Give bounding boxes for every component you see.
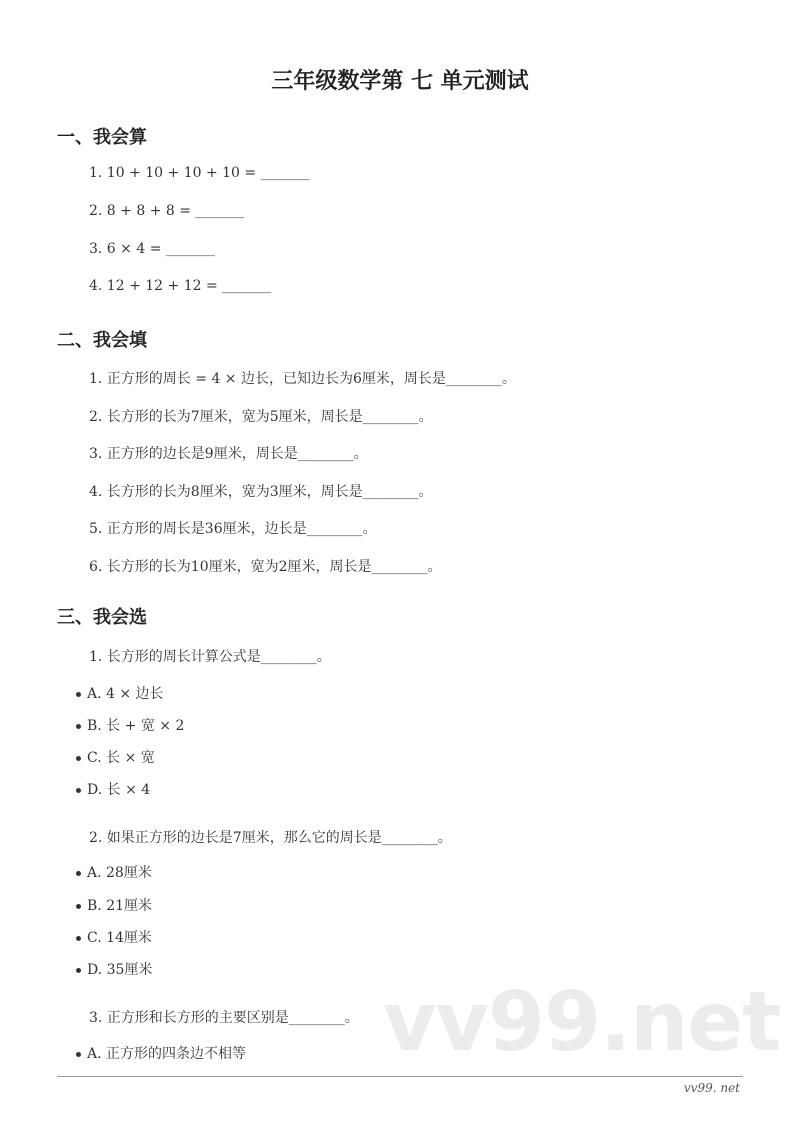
page-title: 三年级数学第 七 单元测试 (271, 69, 529, 94)
fill-item: 4. 长方形的长为8厘米，宽为3厘米，周长是________。 (89, 484, 433, 500)
option-label: D. 35厘米 (87, 962, 153, 978)
watermark: vv99.net (383, 975, 781, 1070)
choice-option (76, 779, 150, 799)
choice-question: 2. 如果正方形的边长是7厘米，那么它的周长是________。 (89, 830, 452, 846)
fill-item: 1. 正方形的周长 = 4 × 边长，已知边长为6厘米，周长是________。 (89, 371, 516, 387)
choice-option (76, 747, 155, 767)
fill-item: 3. 正方形的边长是9厘米，周长是________。 (89, 446, 368, 462)
bullet-icon (76, 871, 81, 876)
option-label: C. 14厘米 (87, 930, 152, 946)
choice-option (76, 895, 152, 915)
option-label: C. 长 × 宽 (87, 750, 155, 766)
bullet-icon (76, 1052, 81, 1057)
section-heading-choice: 三、我会选 (57, 607, 147, 628)
bullet-icon (76, 724, 81, 729)
option-label: D. 长 × 4 (87, 782, 151, 798)
option-label: A. 4 × 边长 (87, 686, 164, 702)
bullet-icon (76, 968, 81, 973)
fill-item: 2. 长方形的长为7厘米，宽为5厘米，周长是________。 (89, 409, 433, 425)
footer-site: vv99. net (683, 1081, 740, 1095)
bullet-icon (76, 936, 81, 941)
option-label: A. 正方形的四条边不相等 (87, 1046, 247, 1062)
bullet-icon (76, 756, 81, 761)
option-label: B. 长 + 宽 × 2 (87, 718, 185, 734)
choice-question: 1. 长方形的周长计算公式是________。 (89, 649, 331, 665)
bullet-icon (76, 692, 81, 697)
calc-item: 4. 12 + 12 + 12 = _______ (89, 278, 272, 294)
section-heading-fill: 二、我会填 (57, 330, 147, 351)
choice-option (76, 927, 152, 947)
option-label: B. 21厘米 (87, 898, 153, 914)
section-heading-calc: 一、我会算 (57, 127, 147, 148)
choice-option (76, 1043, 246, 1063)
footer-divider (57, 1076, 743, 1077)
fill-item: 5. 正方形的周长是36厘米，边长是________。 (89, 521, 377, 537)
calc-item: 1. 10 + 10 + 10 + 10 = _______ (89, 165, 310, 181)
choice-option (76, 862, 152, 882)
choice-option (76, 683, 164, 703)
choice-option (76, 715, 184, 735)
fill-item: 6. 长方形的长为10厘米，宽为2厘米，周长是________。 (89, 559, 442, 575)
choice-question: 3. 正方形和长方形的主要区别是________。 (89, 1010, 359, 1026)
choice-option (76, 959, 152, 979)
calc-item: 2. 8 + 8 + 8 = _______ (89, 203, 245, 219)
calc-item: 3. 6 × 4 = _______ (89, 241, 215, 257)
bullet-icon (76, 904, 81, 909)
bullet-icon (76, 788, 81, 793)
option-label: A. 28厘米 (87, 865, 152, 881)
